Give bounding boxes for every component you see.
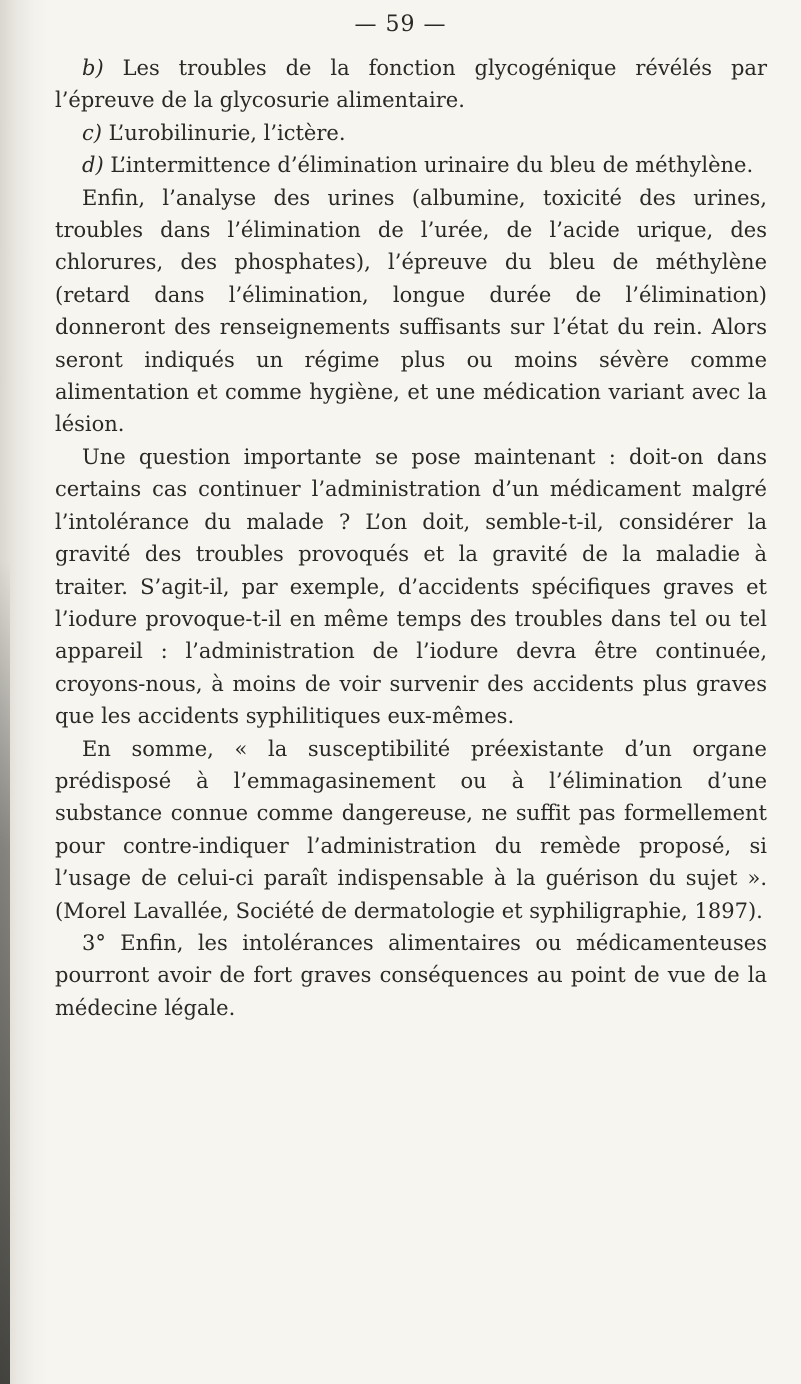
item-letter: d) [82, 153, 104, 178]
item-text: L’intermittence d’élimination urinaire du bleu de méthylène. [103, 153, 754, 178]
item-text: L’urobilinurie, l’ictère. [101, 120, 346, 145]
paragraph-quotation: En somme, « la susceptibilité préexistante d’un organe prédisposé à l’emmagasinement ou à l’élimination d’une substance connue comme dangereuse, ne suffit pas formellement pour contre-indiquer l’administration du remède proposé, si l’usage de celui-ci paraît indispensable à la guérison du sujet ». (Morel Lavallée, Société de dermatologie et syphiligraphie, 1897). [55, 736, 767, 923]
paragraph-question: Une question importante se pose maintenant : doit-on dans certains cas continuer l’administration d’un médicament malgré l’intolérance du malade ? L’on doit, semble-t-il, considérer la gravité des troubles provoqués et la gravité de la maladie à traiter. S’agit-il, par exemple, d’accidents spécifiques graves et l’iodure provoque-t-il en même temps des troubles dans tel ou tel appareil : l’administration de l’iodure devra être continuée, croyons-nous, à moins de voir survenir des accidents plus graves que les accidents syphilitiques eux-mêmes. [55, 444, 767, 729]
paragraph-legal-medicine: 3° Enfin, les intolérances alimentaires ou médicamenteuses pourront avoir de fort graves conséquences au point de vue de la médecine légale. [55, 930, 767, 1020]
item-text: Les troubles de la fonction glycogénique révélés par l’épreuve de la glycosurie alimentaire. [55, 56, 767, 113]
item-letter: c) [82, 120, 102, 145]
page-number: — 59 — [354, 12, 447, 37]
list-item-c [55, 117, 767, 149]
item-letter: b) [82, 56, 104, 80]
list-item-b [55, 52, 767, 117]
paragraph-analysis: Enfin, l’analyse des urines (albumine, toxicité des urines, troubles dans l’élimination de l’urée, de l’acide urique, des chlorures, des phosphates), l’épreuve du bleu de méthylène (retard dans l’élimination, longue durée de l’élimination) donneront des renseignements suffisants sur l’état du rein. Alors seront indiqués un régime plus ou moins sévère comme alimentation et comme hygiène, et une médication variant avec la lésion. [55, 185, 767, 437]
list-item-d [55, 149, 767, 181]
page-binding-shadow [0, 560, 10, 1384]
page-body [55, 52, 767, 1024]
